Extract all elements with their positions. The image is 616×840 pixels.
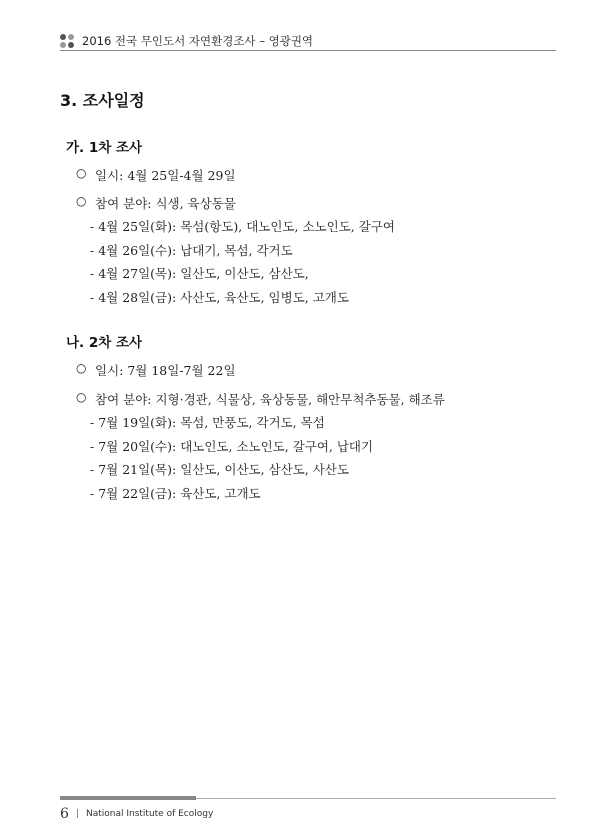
header-divider (60, 50, 556, 51)
survey2-day-3: - 7월 21일(목): 일산도, 이산도, 삼산도, 사산도 (90, 462, 349, 477)
footer-accent-bar (60, 796, 196, 800)
survey2-day-2: - 7월 20일(수): 대노인도, 소노인도, 갈구여, 납대기 (90, 439, 374, 454)
bullet-icon: ○ (76, 361, 87, 375)
survey1-day-3: - 4월 27일(목): 일산도, 이산도, 삼산도, (90, 266, 309, 281)
bullet-icon: ○ (76, 194, 87, 208)
page-footer (60, 806, 213, 822)
survey2-fields: 참여 분야: 지형·경관, 식물상, 육상동물, 해안무척추동물, 해조류 (95, 392, 445, 407)
survey2-day-1: - 7월 19일(화): 목섬, 만풍도, 각거도, 목섬 (90, 415, 325, 430)
footer-separator: | (75, 809, 79, 819)
survey1-day-1: - 4월 25일(화): 목섬(항도), 대노인도, 소노인도, 갈구여 (90, 219, 395, 234)
survey2-title: 나. 2차 조사 (66, 335, 143, 351)
page-header (60, 33, 556, 49)
bullet-icon: ○ (76, 390, 87, 404)
header-title: 2016 전국 무인도서 자연환경조사 – 영광권역 (82, 34, 314, 48)
survey1-fields: 참여 분야: 식생, 육상동물 (95, 196, 236, 211)
bullet-icon: ○ (76, 166, 87, 180)
survey1-day-4: - 4월 28일(금): 사산도, 육산도, 임병도, 고개도 (90, 290, 349, 305)
page-number: 6 (60, 806, 69, 822)
header-dots-icon (60, 34, 74, 48)
survey1-title: 가. 1차 조사 (66, 140, 143, 156)
survey1-day-2: - 4월 26일(수): 납대기, 목섬, 각거도 (90, 243, 293, 258)
survey2-date: 일시: 7월 18일-7월 22일 (95, 363, 236, 378)
section-title: 3. 조사일정 (60, 91, 145, 110)
survey2-day-4: - 7월 22일(금): 육산도, 고개도 (90, 486, 261, 501)
institute-name: National Institute of Ecology (85, 809, 214, 819)
survey1-date: 일시: 4월 25일-4월 29일 (95, 168, 236, 183)
